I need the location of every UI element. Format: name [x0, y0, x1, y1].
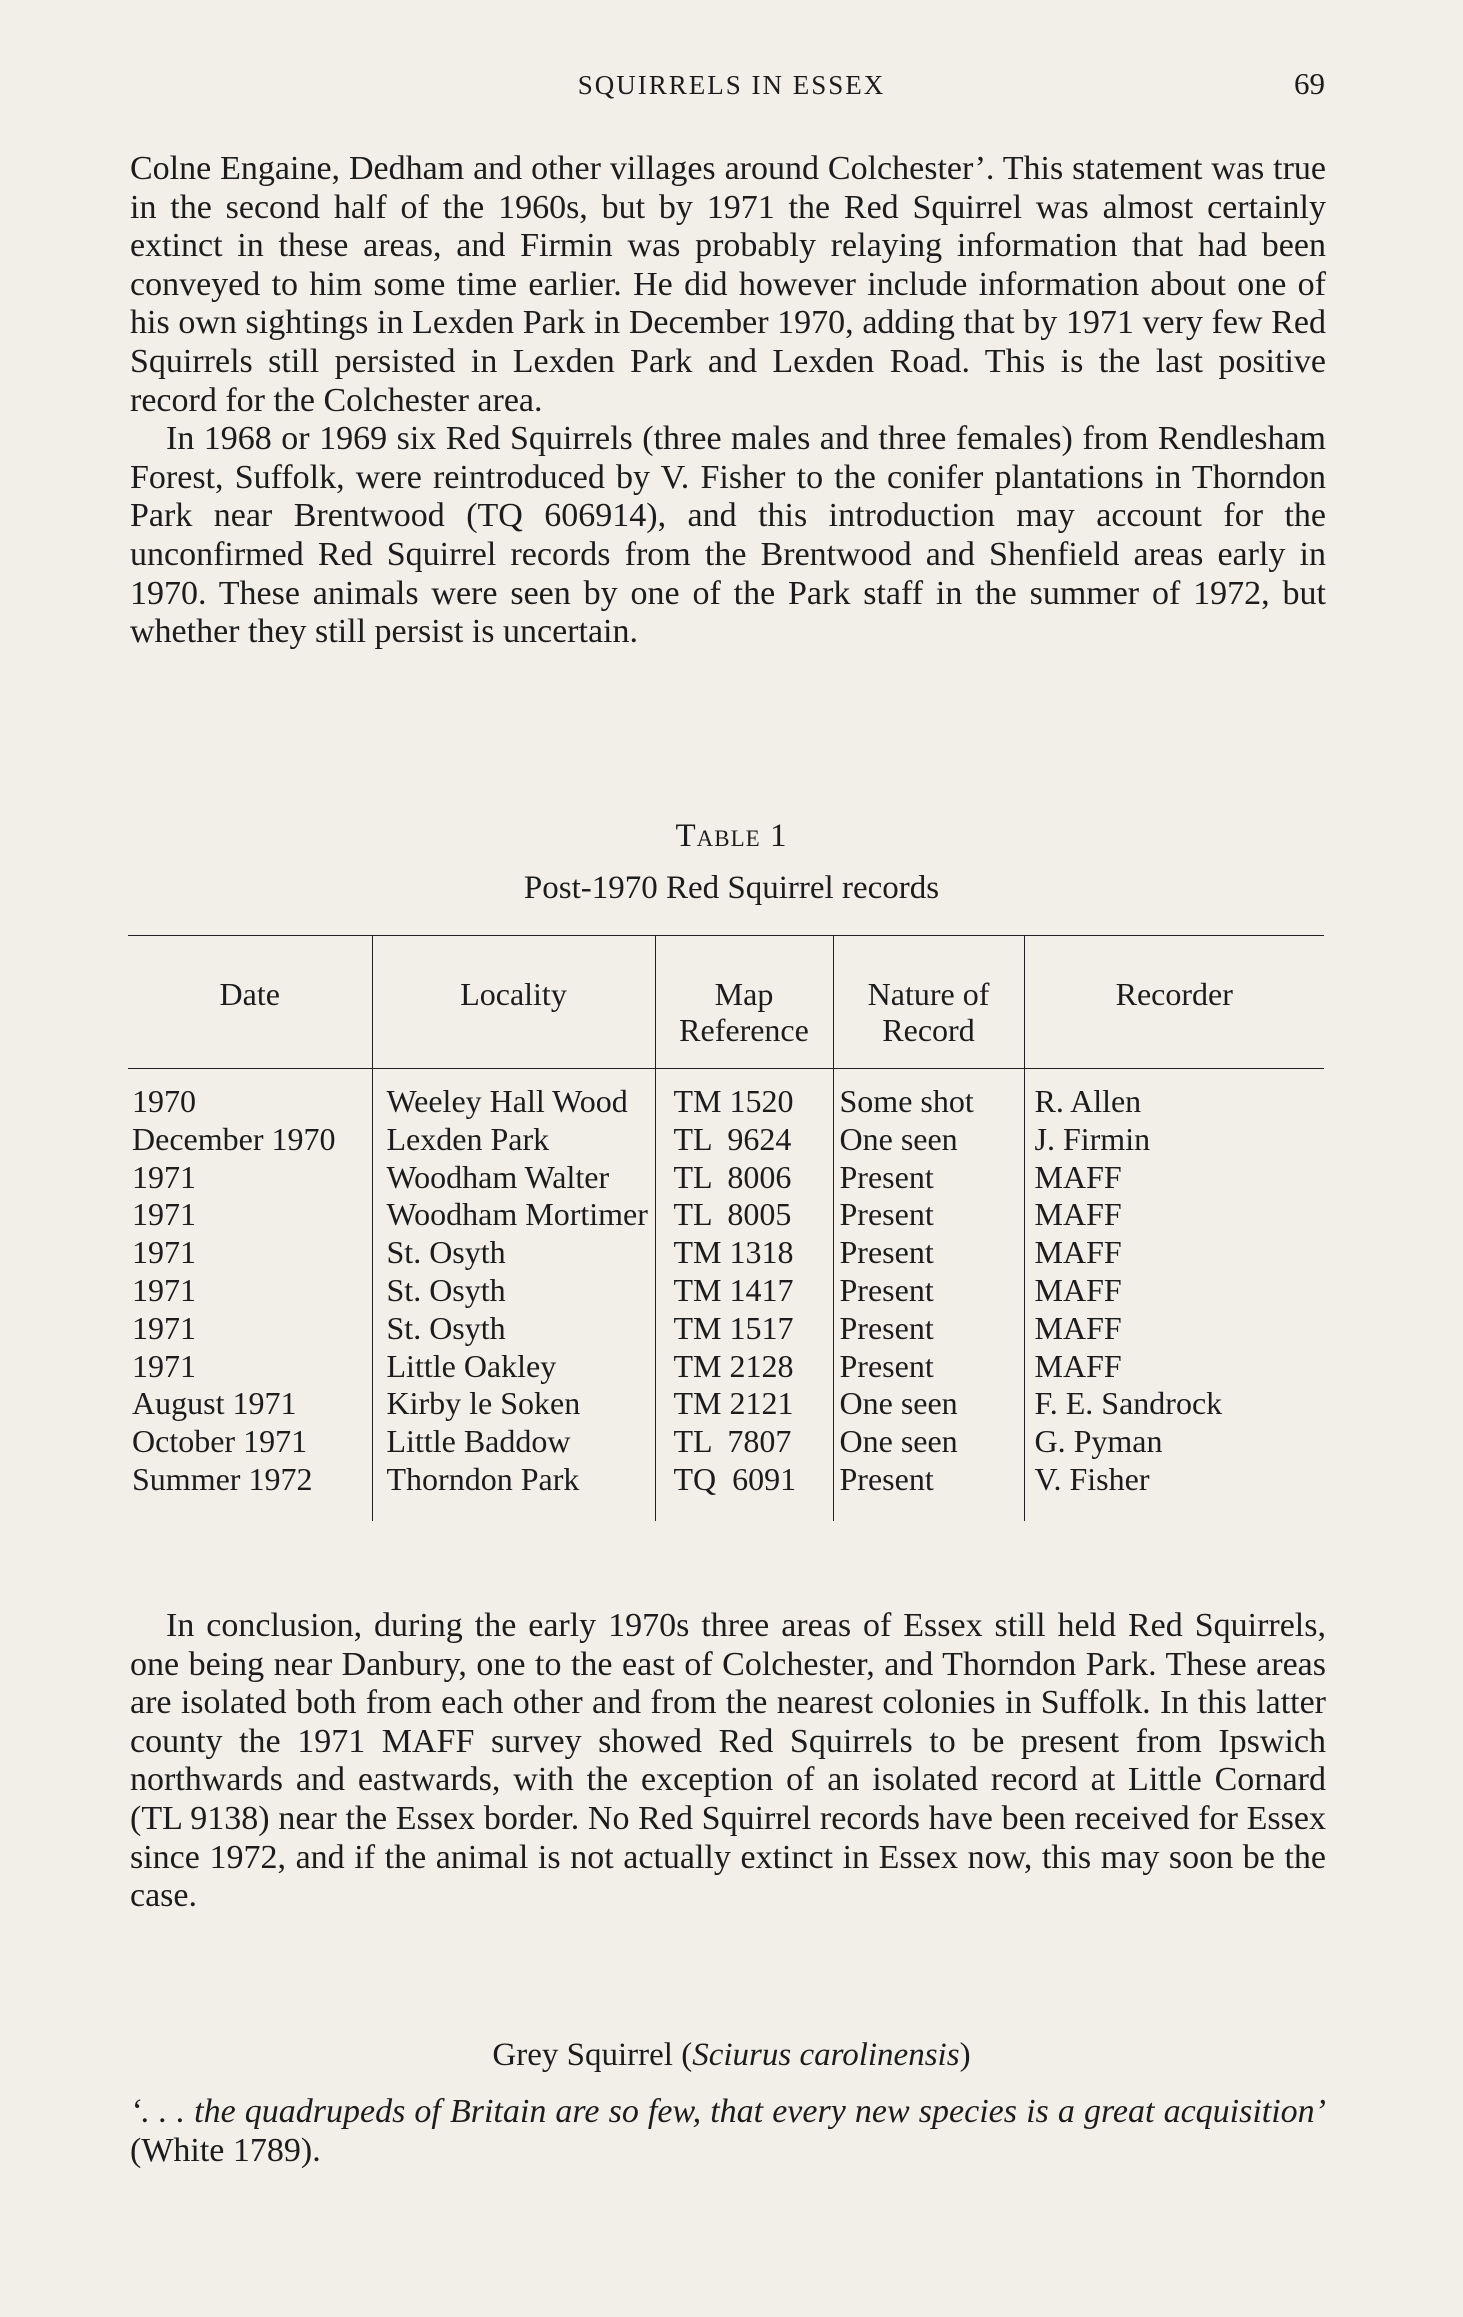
cell-locality: Kirby le Soken — [372, 1385, 655, 1423]
running-title: SQUIRRELS IN ESSEX — [577, 70, 886, 100]
cell-nature: One seen — [833, 1385, 1024, 1423]
cell-date: Summer 1972 — [132, 1460, 313, 1497]
cell-recorder: MAFF — [1024, 1159, 1324, 1197]
epigraph-quote: ‘. . . the quadrupeds of Britain are so few, that every new species is a great acquisition’ — [130, 2093, 1326, 2130]
cell-date: 1971 — [132, 1158, 196, 1195]
cell-date: December 1970 — [132, 1120, 336, 1157]
cell-locality: St. Osyth — [372, 1234, 655, 1272]
cell-date: 1971 — [132, 1196, 196, 1233]
cell-recorder: F. E. Sandrock — [1024, 1385, 1324, 1423]
cell-map-reference: TM 1318 — [655, 1234, 833, 1272]
cell-recorder: MAFF — [1024, 1234, 1324, 1272]
header-map-reference: Map Reference — [655, 936, 833, 1069]
table-row — [128, 1348, 1324, 1386]
cell-recorder: J. Firmin — [1024, 1121, 1324, 1159]
cell-date: October 1971 — [132, 1423, 308, 1460]
cell-map-reference: TM 1517 — [655, 1310, 833, 1348]
header-recorder: Recorder — [1024, 936, 1324, 1069]
cell-date: 1971 — [132, 1347, 196, 1384]
cell-recorder: MAFF — [1024, 1348, 1324, 1386]
table-title: Post-1970 Red Squirrel records — [523, 870, 940, 906]
cell-locality: Weeley Hall Wood — [372, 1069, 655, 1121]
intro-text — [130, 150, 1326, 652]
records-table — [128, 935, 1324, 1521]
cell-map-reference: TQ 6091 — [655, 1461, 833, 1521]
cell-nature: Present — [833, 1234, 1024, 1272]
cell-recorder: MAFF — [1024, 1196, 1324, 1234]
table-row — [128, 1159, 1324, 1197]
cell-nature: Present — [833, 1196, 1024, 1234]
header-date: Date — [128, 936, 372, 1069]
table-header-row — [128, 936, 1324, 1069]
cell-locality: Woodham Mortimer — [372, 1196, 655, 1234]
cell-locality: St. Osyth — [372, 1272, 655, 1310]
cell-date: 1971 — [132, 1271, 196, 1308]
cell-locality: St. Osyth — [372, 1310, 655, 1348]
cell-nature: Present — [833, 1461, 1024, 1521]
cell-locality: Little Oakley — [372, 1348, 655, 1386]
section-heading-grey-squirrel — [0, 2037, 1463, 2074]
table-body — [128, 1069, 1324, 1521]
cell-date: 1971 — [132, 1234, 196, 1271]
cell-nature: Present — [833, 1272, 1024, 1310]
paragraph-colchester: Colne Engaine, Dedham and other villages around Colchester’. This statement was true in the second half of the 1960s, but by 1971 the Red Squirrel was almost certainly extinct in these areas, and Firmin was probably relaying information that had been conveyed to him some time earlier. He did however include information about one of his own sightings in Lexden Park in December 1970, adding that by 1971 very few Red Squirrels still persisted in Lexden Park and Lexden Road. This is the last positive record for the Colchester area. — [130, 150, 1326, 419]
cell-date: 1971 — [132, 1309, 196, 1346]
cell-map-reference: TM 2128 — [655, 1348, 833, 1386]
cell-map-reference: TL 8006 — [655, 1159, 833, 1197]
cell-date: 1970 — [132, 1083, 196, 1119]
cell-nature: One seen — [833, 1121, 1024, 1159]
cell-recorder: R. Allen — [1024, 1069, 1324, 1121]
table-row — [128, 1196, 1324, 1234]
heading-close: ) — [959, 2037, 971, 2073]
cell-recorder: MAFF — [1024, 1272, 1324, 1310]
cell-nature: One seen — [833, 1423, 1024, 1461]
table-row — [128, 1385, 1324, 1423]
table-row — [128, 1234, 1324, 1272]
cell-nature: Present — [833, 1310, 1024, 1348]
cell-recorder: V. Fisher — [1024, 1461, 1324, 1521]
table-row — [128, 1423, 1324, 1461]
table-row — [128, 1461, 1324, 1521]
header-nature-of-record: Nature of Record — [833, 936, 1024, 1069]
cell-nature: Present — [833, 1348, 1024, 1386]
table-row — [128, 1121, 1324, 1159]
cell-locality: Woodham Walter — [372, 1159, 655, 1197]
conclusion-text — [130, 1607, 1326, 1916]
cell-map-reference: TL 8005 — [655, 1196, 833, 1234]
table-label: Table 1 — [675, 818, 788, 854]
cell-map-reference: TM 2121 — [655, 1385, 833, 1423]
table-row — [128, 1310, 1324, 1348]
paragraph-conclusion: In conclusion, during the early 1970s three areas of Essex still held Red Squirrels, one being near Danbury, one to the east of Colchester, and Thorndon Park. These areas are isolated both from each other and from the nearest colonies in Suffolk. In this latter county the 1971 MAFF survey showed Red Squirrels to be present from Ipswich northwards and eastwards, with the exception of an isolated record at Little Cornard (TL 9138) near the Essex border. No Red Squirrel records have been received for Essex since 1972, and if the animal is not actually extinct in Essex now, this may soon be the case. — [130, 1607, 1326, 1915]
epigraph — [130, 2093, 1326, 2170]
cell-locality: Thorndon Park — [372, 1461, 655, 1521]
cell-date: August 1971 — [132, 1385, 297, 1422]
cell-nature: Present — [833, 1159, 1024, 1197]
epigraph-citation: (White 1789). — [130, 2131, 321, 2169]
table-row — [128, 1069, 1324, 1121]
cell-locality: Little Baddow — [372, 1423, 655, 1461]
heading-latin-name: Sciurus carolinensis — [692, 2037, 960, 2073]
heading-common-name: Grey Squirrel ( — [492, 2037, 693, 2073]
paragraph-thorndon: In 1968 or 1969 six Red Squirrels (three males and three females) from Rendlesham Forest, Suffolk, were reintroduced by V. Fisher to the conifer plantations in Thorndon Park near Brentwood (TQ 606914), and this introduction may account for the unconfirmed Red Squirrel records from the Brentwood and Shenfield areas early in 1970. These animals were seen by one of the Park staff in the summer of 1972, but whether they still persist is uncertain. — [130, 420, 1326, 651]
cell-map-reference: TL 9624 — [655, 1121, 833, 1159]
cell-recorder: MAFF — [1024, 1310, 1324, 1348]
header-locality: Locality — [372, 936, 655, 1069]
table-row — [128, 1272, 1324, 1310]
epigraph-paragraph — [130, 2093, 1326, 2170]
page-header — [0, 66, 1463, 106]
page-number: 69 — [1294, 66, 1325, 101]
cell-recorder: G. Pyman — [1024, 1423, 1324, 1461]
cell-map-reference: TM 1417 — [655, 1272, 833, 1310]
cell-nature: Some shot — [833, 1069, 1024, 1121]
cell-locality: Lexden Park — [372, 1121, 655, 1159]
cell-map-reference: TL 7807 — [655, 1423, 833, 1461]
cell-map-reference: TM 1520 — [655, 1069, 833, 1121]
